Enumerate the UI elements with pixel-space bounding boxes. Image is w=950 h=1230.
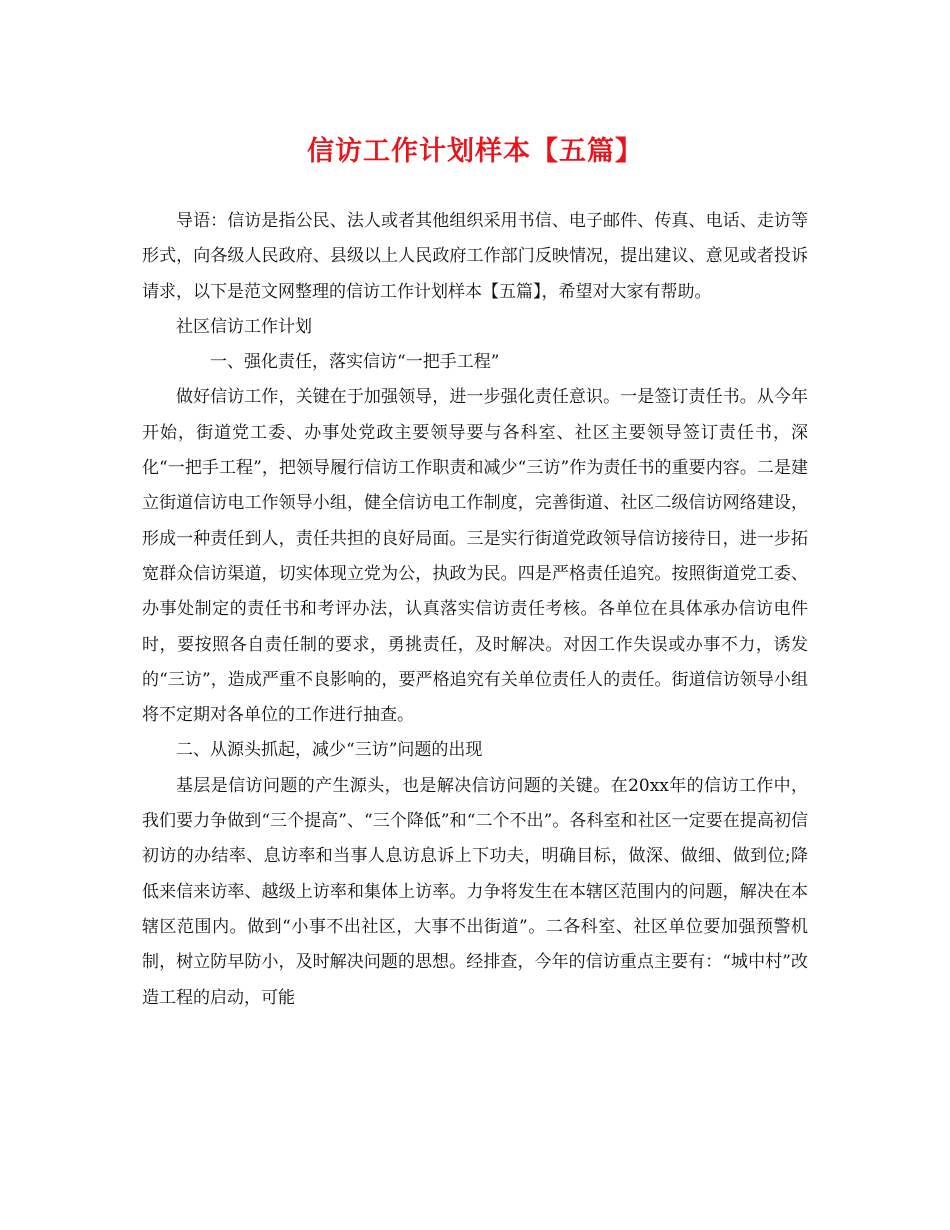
heading-1: 一、强化责任，落实信访“一把手工程” <box>210 352 500 373</box>
document-body <box>142 204 808 1016</box>
intro-paragraph: 导语：信访是指公民、法人或者其他组织采用书信、电子邮件、传真、电话、走访等形式，向各级人民政府、县级以上人民政府工作部门反映情况，提出建议、意见或者投诉请求，以下是范文网整理的信访工作计划样本【五篇】，希望对大家有帮助。 <box>142 211 808 302</box>
document-title: 信访工作计划样本【五篇】 <box>307 136 643 167</box>
paragraph-1: 做好信访工作，关键在于加强领导，进一步强化责任意识。一是签订责任书。从今年开始，街道党工委、办事处党政主要领导要与各科室、社区主要领导签订责任书，深化“一把手工程”，把领导履行信访工作职责和减少“三访”作为责任书的重要内容。二是建立街道信访电工作领导小组，健全信访电工作制度，完善街道、社区二级信访网络建设，形成一种责任到人，责任共担的良好局面。三是实行街道党政领导信访接待日，进一步拓宽群众信访渠道，切实体现立党为公，执政为民。四是严格责任追究。按照街道党工委、办事处制定的责任书和考评办法，认真落实信访责任考核。各单位在具体承办信访电件时，要按照各自责任制的要求，勇挑责任，及时解决。对因工作失误或办事不力，诱发的“三访”，造成严重不良影响的，要严格追究有关单位责任人的责任。街道信访领导小组将不定期对各单位的工作进行抽查。 <box>142 387 808 726</box>
heading-2: 二、从源头抓起，减少“三访”问题的出现 <box>176 740 483 761</box>
section-title: 社区信访工作计划 <box>176 316 312 337</box>
paragraph-2: 基层是信访问题的产生源头，也是解决信访问题的关键。在20xx年的信访工作中，我们要力争做到“三个提高”、“三个降低”和“二个不出”。各科室和社区一定要在提高初信初访的办结率、息访率和当事人息访息诉上下功夫，明确目标，做深、做细、做到位;降低来信来访率、越级上访率和集体上访率。力争将发生在本辖区范围内的问题，解决在本辖区范围内。做到“小事不出社区，大事不出街道”。二各科室、社区单位要加强预警机制，树立防早防小，及时解决问题的思想。经排查，今年的信访重点主要有：“城中村”改造工程的启动，可能 <box>142 775 808 1008</box>
